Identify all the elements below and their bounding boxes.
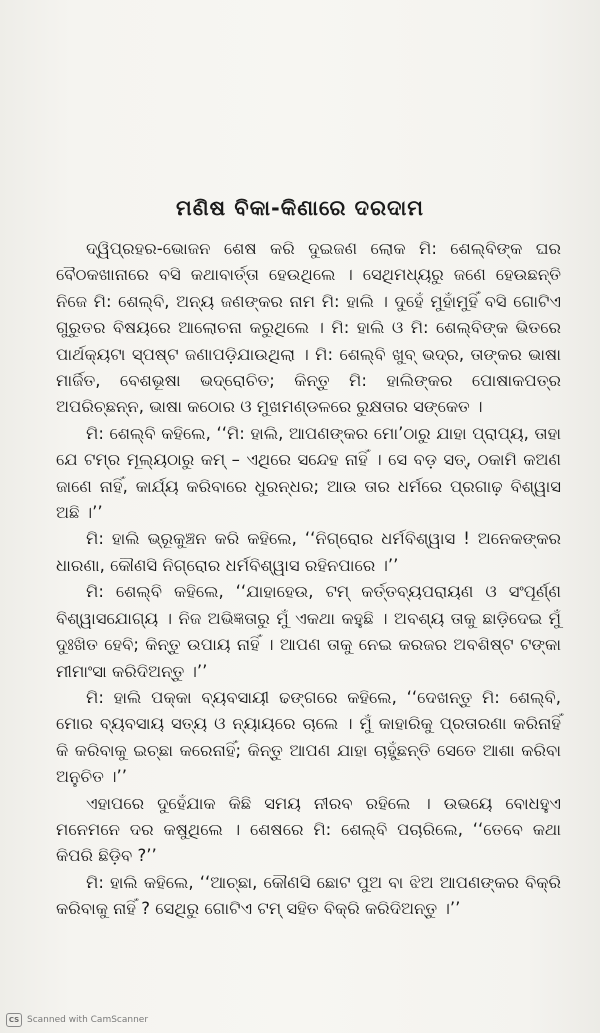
paragraph: ଦ୍ୱିପ୍ରହର-ଭୋଜନ ଶେଷ କରି ଦୁଇଜଣ ଲୋକ ମି: ଶେଲ୍‌ବିଙ୍କ ଘର ବୈଠକଖାନାରେ ବସି କଥାବାର୍ତ୍ତା ହେଉଥିଲେ । ସେଥିମଧ୍ୟରୁ ଜଣେ ହେଉଛନ୍ତି ନିଜେ ମି: ଶେଲ୍‌ବି, ଅନ୍ୟ ଜଣଙ୍କର ନାମ ମି: ହାଲି । ଦୁହେଁ ମୁହାଁମୁହିଁ ବସି ଗୋଟିଏ ଗୁରୁତର ବିଷୟରେ ଆଲୋଚନା କରୁଥିଲେ । ମି: ହାଲି ଓ ମି: ଶେଲ୍‌ବିଙ୍କ ଭିତରେ ପାର୍ଥକ୍ୟଟା ସ୍ପଷ୍ଟ ଜଣାପଡ଼ିଯାଉଥିଲା । ମି: ଶେଲ୍‌ବି ଖୁବ୍ ଭଦ୍ର, ତାଙ୍କର ଭାଷା ମାର୍ଜିତ, ବେଶଭୂଷା ଭଦ୍ରୋଚିତ; କିନ୍ତୁ ମି: ହାଲିଙ୍କର ପୋଷାକପତ୍ର ଅପରିଚ୍ଛନ୍ନ, ଭାଷା କଠୋର ଓ ମୁଖମଣ୍ଡଳରେ ରୁକ୍ଷତାର ସଙ୍କେତ । <box>56 239 561 417</box>
watermark-text: Scanned with CamScanner <box>27 1015 149 1025</box>
paragraph: ମି: ଶେଲ୍‌ବି କହିଲେ, ‘‘ଯାହାହେଉ, ଟମ୍ କର୍ତ୍ତବ୍ୟପରାୟଣ ଓ ସଂପୂର୍ଣ୍ଣ ବିଶ୍ୱାସଯୋଗ୍ୟ । ନିଜ ଅଭିଜ୍ଞତାରୁ ମୁଁ ଏକଥା କହୁଛି । ଅବଶ୍ୟ ତାକୁ ଛାଡ଼ିଦେଇ ମୁଁ ଦୁଃଖିତ ହେବି; କିନ୍ତୁ ଉପାୟ ନାହିଁ । ଆପଣ ତାକୁ ନେଇ କରଜର ଅବଶିଷ୍ଟ ଟଙ୍କା ମୀମାଂସା କରିଦିଅନ୍ତୁ ।’’ <box>56 582 561 681</box>
paragraph: ମି: ହାଲି କହିଲେ, ‘‘ଆଚ୍ଛା, କୌଣସି ଛୋଟ ପୁଅ ବା ଝିଅ ଆପଣଙ୍କର ବିକ୍ରି କରିବାକୁ ନାହିଁ ? ସେଥିରୁ ଗୋଟିଏ ଟମ୍ ସହିତ ବିକ୍ରି କରିଦିଅନ୍ତୁ ।’’ <box>56 872 561 919</box>
paragraph: ମି: ହାଲି ପକ୍କା ବ୍ୟବସାୟୀ ଢଙ୍ଗରେ କହିଲେ, ‘‘ଦେଖନ୍ତୁ ମି: ଶେଲ୍‌ବି, ମୋର ବ୍ୟବସାୟ ସତ୍ୟ ଓ ନ୍ୟାୟରେ ଚାଲେ । ମୁଁ କାହାରିକୁ ପ୍ରତାରଣା କରିନାହିଁ କି କରିବାକୁ ଇଚ୍ଛା କରେନାହିଁ; କିନ୍ତୁ ଆପଣ ଯାହା ଚାହୁଁଛନ୍ତି ସେତେ ଆଶା କରିବା ଅନୁଚିତ ।’’ <box>56 687 561 787</box>
chapter-title: ମଣିଷ ବିକା-କିଣାରେ ଦରଦାମ <box>176 196 424 220</box>
paragraph: ମି: ଶେଲ୍‌ବି କହିଲେ, ‘‘ମି: ହାଲି, ଆପଣଙ୍କର ମୋ’ଠାରୁ ଯାହା ପ୍ରାପ୍ୟ, ତାହା ଯେ ଟମ୍‌ର ମୂଲ୍ୟଠାରୁ କମ୍ – ଏଥିରେ ସନ୍ଦେହ ନାହିଁ । ସେ ବଡ଼ ସତ୍, ଠକାମି କଅଣ ଜାଣେ ନାହିଁ, କାର୍ଯ୍ୟ କରିବାରେ ଧୁରନ୍ଧର; ଆଉ ତାର ଧର୍ମରେ ପ୍ରଗାଢ଼ ବିଶ୍ୱାସ ଅଛି ।’’ <box>56 423 561 523</box>
camscanner-icon: CS <box>6 1013 22 1027</box>
paragraph: ଏହାପରେ ଦୁହେଁଯାକ କିଛି ସମୟ ନୀରବ ରହିଲେ । ଉଭୟେ ବୋଧହୁଏ ମନେମନେ ଦର କଷୁଥିଲେ । ଶେଷରେ ମି: ଶେଲ୍‌ବି ପଚାରିଲେ, ‘‘ତେବେ କଥା କିପରି ଛିଡ଼ିବ ?’’ <box>56 793 561 866</box>
chapter-body <box>56 236 561 923</box>
scanner-watermark <box>6 1011 148 1029</box>
paragraph: ମି: ହାଲି ଭ୍ରୂକୁଞ୍ଚନ କରି କହିଲେ, ‘‘ନିଗ୍ରୋର ଧର୍ମବିଶ୍ୱାସ ! ଅନେକଙ୍କର ଧାରଣା, କୌଣସି ନିଗ୍ରୋର ଧର୍ମବିଶ୍ୱାସ ରହିନପାରେ ।’’ <box>56 529 561 575</box>
